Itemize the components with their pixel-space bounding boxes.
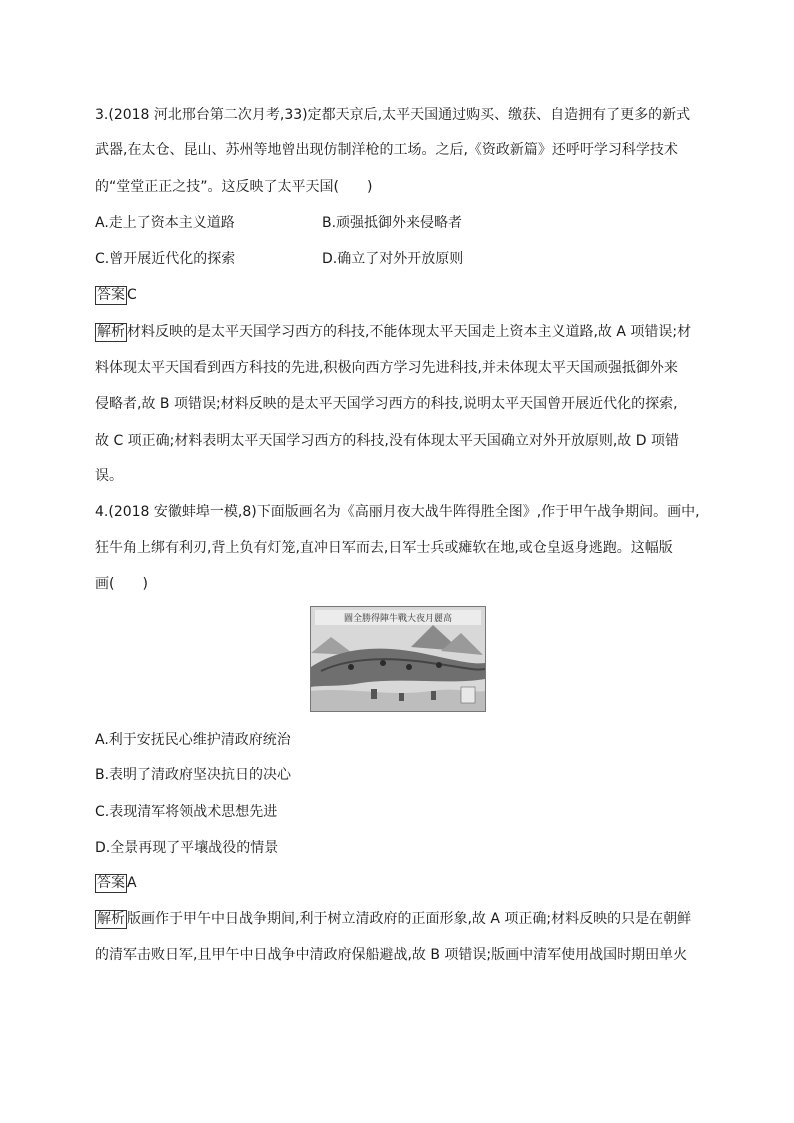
q3-analysis-label: 解析 — [97, 324, 125, 340]
q3-analysis-line-3: 侵略者,故 B 项错误;材料反映的是太平天国学习西方的科技,说明太平天国曾开展近代化的探索, — [95, 396, 678, 412]
q3-analysis-line-4: 故 C 项正确;材料表明太平天国学习西方的科技,没有体现太平天国确立对外开放原则,故 D 项错 — [95, 433, 679, 449]
q3-stem-line-1: 3.(2018 河北邢台第二次月考,33)定都天京后,太平天国通过购买、缴获、自造拥有了更多的新式 — [95, 107, 691, 123]
q4-analysis-line-1: 解析 版画作于甲午中日战争期间,利于树立清政府的正面形象,故 A 项正确;材料反映的只是在朝鲜 — [97, 911, 692, 927]
q3-option-b: B.顽强抵御外来侵略者 — [322, 215, 463, 231]
q3-analysis-line-1: 解析 材料反映的是太平天国学习西方的科技,不能体现太平天国走上资本主义道路,故 A 项错误;材 — [97, 324, 692, 340]
q3-stem-line-2: 武器,在太仓、昆山、苏州等地曾出现仿制洋枪的工场。之后,《资政新篇》还呼吁学习科学技术 — [95, 142, 678, 158]
q4-answer-label: 答案 — [97, 875, 125, 891]
print-title: 圖全勝得陣牛戰大夜月麗高 — [343, 614, 453, 624]
q3-analysis-line-2: 料体现太平天国看到西方科技的先进,积极向西方学习先进科技,并未体现太平天国顽强抵御外来 — [95, 360, 678, 376]
q4-stem-line-3: 画( ) — [95, 576, 148, 592]
q3-stem-line-3: 的“堂堂正正之技”。这反映了太平天国( ) — [95, 179, 373, 195]
q4-option-a: A.利于安抚民心维护清政府统治 — [95, 732, 291, 748]
q4-option-c: C.表现清军将领战术思想先进 — [95, 804, 278, 820]
q3-answer-label: 答案 — [97, 287, 125, 303]
q3-answer-value: C — [127, 287, 137, 303]
q3-option-d: D.确立了对外开放原则 — [322, 251, 464, 267]
q4-answer — [95, 873, 137, 893]
q4-stem-line-1: 4.(2018 安徽蚌埠一模,8)下面版画名为《高丽月夜大战牛阵得胜全图》,作于甲午战争期间。画中, — [95, 504, 700, 520]
print-illustration — [311, 607, 485, 711]
q4-analysis-label: 解析 — [97, 911, 125, 927]
q3-answer — [95, 285, 137, 305]
q4-option-b: B.表明了清政府坚决抗日的决心 — [95, 767, 292, 783]
woodblock-print-image — [310, 606, 486, 712]
q4-stem-line-2: 狂牛角上绑有利刃,背上负有灯笼,直冲日军而去,日军士兵或瘫软在地,或仓皇返身逃跑。这幅版 — [95, 540, 673, 556]
q3-option-a: A.走上了资本主义道路 — [95, 215, 235, 231]
q4-analysis-line-2: 的清军击败日军,且甲午中日战争中清政府保船避战,故 B 项错误;版画中清军使用战国时期田单火 — [95, 947, 688, 963]
q3-analysis-line-5: 误。 — [95, 468, 123, 484]
q3-option-c: C.曾开展近代化的探索 — [95, 251, 236, 267]
q4-answer-value: A — [127, 875, 137, 891]
q4-option-d: D.全景再现了平壤战役的情景 — [95, 840, 279, 856]
